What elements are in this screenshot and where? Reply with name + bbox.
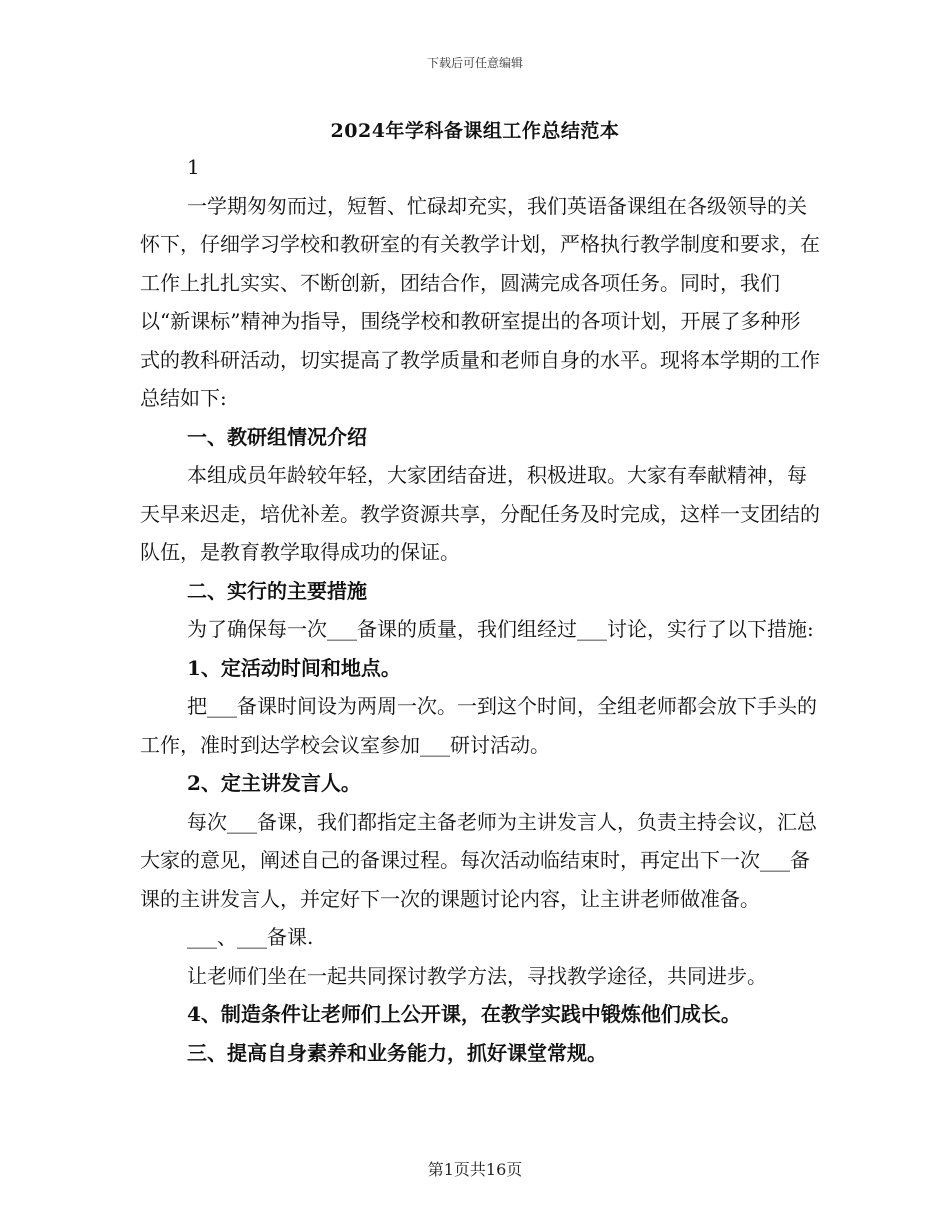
- section1-heading: 一、教研组情况介绍: [187, 424, 367, 449]
- document-body: [140, 148, 820, 1072]
- item3-heading: ___、___备课.: [187, 925, 314, 949]
- section2-heading: 二、实行的主要措施: [187, 578, 367, 603]
- page-indicator: 第1页共16页: [427, 1160, 523, 1179]
- item2-paragraph: 每次___备课，我们都指定主备老师为主讲发言人，负责主持会议，汇总大家的意见，阐述自己的备课过程。每次活动临结束时，再定出下一次___备课的主讲发言人，并定好下一次的课题讨论内容，让主讲老师做准备。: [140, 809, 817, 911]
- item1-heading: 1、定活动时间和地点。: [187, 655, 401, 680]
- item4-heading: 4、制造条件让老师们上公开课，在教学实践中锻炼他们成长。: [187, 1002, 741, 1026]
- section2-paragraph: 为了确保每一次___备课的质量，我们组经过___讨论，实行了以下措施:: [187, 617, 814, 641]
- item2-heading: 2、定主讲发言人。: [187, 771, 361, 795]
- item1-paragraph: 把___备课时间设为两周一次。一到这个时间，全组老师都会放下手头的工作，准时到达学校会议室参加___研讨活动。: [140, 694, 817, 757]
- section-number: 1: [187, 155, 200, 179]
- document-title: 2024年学科备课组工作总结范本: [330, 120, 620, 142]
- intro-paragraph: 一学期匆匆而过，短暂、忙碌却充实，我们英语备课组在各级领导的关怀下，仔细学习学校和教研室的有关教学计划，严格执行教学制度和要求，在工作上扎扎实实、不断创新，团结合作，圆满完成各项任务。同时，我们以“新课标”精神为指导，围绕学校和教研室提出的各项计划，开展了多种形式的教科研活动，切实提高了教学质量和老师自身的水平。现将本学期的工作总结如下:: [140, 193, 820, 410]
- section1-paragraph: 本组成员年龄较年轻，大家团结奋进，积极进取。大家有奉献精神，每天早来迟走，培优补差。教学资源共享，分配任务及时完成，这样一支团结的队伍，是教育教学取得成功的保证。: [140, 463, 820, 564]
- header-note: 下载后可任意编辑: [426, 56, 523, 70]
- item3-paragraph: 让老师们坐在一起共同探讨教学方法，寻找教学途径，共同进步。: [187, 963, 767, 988]
- section3-heading: 三、提高自身素养和业务能力，抓好课堂常规。: [187, 1040, 607, 1065]
